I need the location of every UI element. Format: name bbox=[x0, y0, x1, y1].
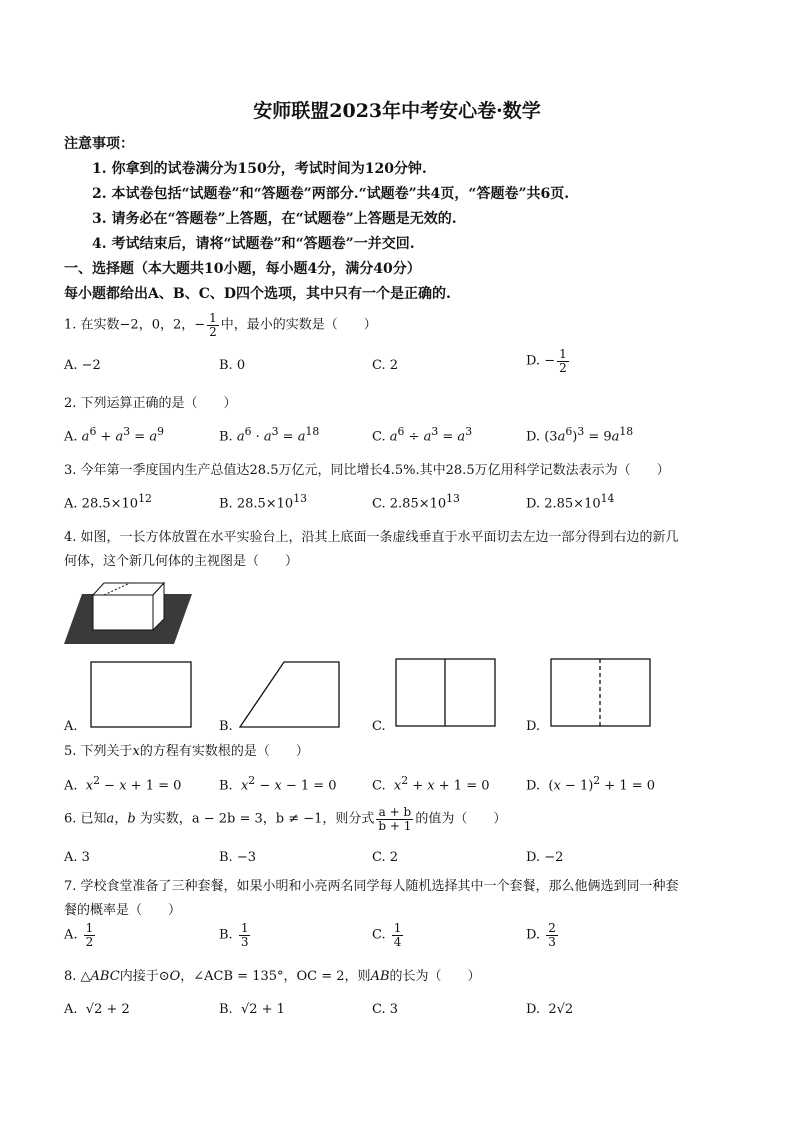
q1-frac-num: 1 bbox=[209, 311, 217, 325]
q1-d-num: 1 bbox=[559, 347, 567, 361]
q3-a-base: 28.5×10 bbox=[81, 496, 139, 512]
q4-box-front bbox=[93, 595, 153, 630]
q2-option-c: C. $a^6 \div a^3 = a^3$ bbox=[372, 425, 473, 445]
q3-d-base: 2.85×10 bbox=[544, 496, 601, 512]
q3-c-label: C. bbox=[372, 496, 386, 512]
q2-c-label: C. bbox=[372, 429, 386, 445]
q8-option-a bbox=[64, 1002, 130, 1017]
q8-a-label: A. bbox=[64, 1002, 78, 1017]
q8-stem-mid1: 内接于 bbox=[119, 969, 159, 984]
q7-b-label: B. bbox=[219, 927, 233, 943]
question-7-line-1: 7. 学校食堂准备了三种套餐，如果小明和小亮两名同学每人随机选择其中一个套餐，那么他俩选到同一种套 bbox=[64, 879, 679, 894]
q4-box-top bbox=[93, 583, 164, 595]
q8-stem-post: 的长为（ ） bbox=[389, 969, 481, 984]
notice-heading: 注意事项： bbox=[64, 136, 134, 152]
q2-option-d: D. $(3a^6)^3 = 9a^{18}$ bbox=[526, 425, 634, 445]
q2-b-label: B. bbox=[219, 429, 233, 445]
q8-stem-mid2: ，∠ACB = 135°，OC = 2，则 bbox=[180, 969, 371, 984]
q3-option-a bbox=[64, 492, 152, 511]
q4-option-b-figure bbox=[238, 661, 342, 731]
q8-b-label: B. bbox=[219, 1002, 233, 1017]
q7-c-den: 4 bbox=[393, 934, 402, 949]
q3-c-base: 2.85×10 bbox=[389, 496, 447, 512]
question-8 bbox=[64, 965, 481, 984]
q4-option-c-figure bbox=[395, 658, 497, 730]
section-instruction: 每小题都给出A、B、C、D四个选项，其中只有一个是正确的. bbox=[64, 286, 451, 302]
q1-minus: − bbox=[194, 317, 206, 333]
q7-c-label: C. bbox=[372, 927, 386, 943]
q5-option-c: C. $x^2 + x + 1 = 0$ bbox=[372, 774, 490, 794]
q7-b-num: 1 bbox=[240, 921, 249, 935]
q3-d-label: D. bbox=[526, 496, 541, 512]
q4-option-d-label: D. bbox=[526, 719, 541, 734]
q5-b-label: B. bbox=[219, 778, 233, 794]
q1-option-a: A. −2 bbox=[64, 358, 101, 373]
question-4-line-2: 何体，这个新几何体的主视图是（ ） bbox=[64, 554, 299, 569]
q6-frac-den: b + 1 bbox=[378, 818, 412, 833]
q7-d-num: 2 bbox=[548, 921, 556, 935]
notice-item-1: 1. 你拿到的试卷满分为150分，考试时间为120分钟. bbox=[92, 161, 427, 177]
q7-a-den: 2 bbox=[85, 934, 94, 949]
question-7-line-2: 餐的概率是（ ） bbox=[64, 903, 182, 918]
q4-option-a-figure bbox=[90, 661, 194, 731]
q6-frac-num: a + b bbox=[376, 806, 413, 820]
question-5 bbox=[64, 740, 309, 759]
q8-stem-pre: 8. △ bbox=[64, 969, 91, 984]
q5-option-b: B. $x^2 - x - 1 = 0$ bbox=[219, 774, 337, 794]
q5-d-label: D. bbox=[526, 778, 541, 794]
q2-d-label: D. bbox=[526, 429, 541, 445]
q4-box-figure bbox=[64, 572, 199, 647]
q6-stem-mid: 为实数， bbox=[139, 811, 192, 827]
question-4-line-1: 4. 如图，一长方体放置在水平实验台上，沿其上底面一条虚线垂直于水平面切去左边一部分得到右边的新几 bbox=[64, 530, 679, 545]
q7-b-den: 3 bbox=[240, 934, 249, 949]
q1-option-d-minus: − bbox=[544, 353, 556, 369]
q8-option-c bbox=[372, 1002, 398, 1017]
q7-a-label: A. bbox=[64, 927, 78, 943]
question-3: 3. 今年第一季度国内生产总值达28.5万亿元，同比增长4.5%.其中28.5万亿用科学记数法表示为（ ） bbox=[64, 463, 670, 478]
question-2: 2. 下列运算正确的是（ ） bbox=[64, 396, 237, 411]
q4-option-c-label: C. bbox=[372, 719, 386, 734]
q8-option-d bbox=[526, 1002, 573, 1017]
q5-a-label: A. bbox=[64, 778, 78, 794]
q7-option-c bbox=[372, 922, 405, 948]
q7-c-num: 1 bbox=[393, 921, 402, 935]
q5-stem-var: x bbox=[132, 744, 140, 759]
q5-option-a: A. $x^2 - x + 1 = 0$ bbox=[64, 774, 182, 794]
q1-stem-post: 中，最小的实数是（ ） bbox=[220, 317, 377, 333]
q5-stem-pre: 5. 下列关于 bbox=[64, 744, 133, 759]
q1-frac-den: 2 bbox=[209, 324, 217, 339]
q4-option-b-label: B. bbox=[219, 719, 233, 734]
q1-d-den: 2 bbox=[559, 360, 567, 375]
q2-option-a: A. $a^6 + a^3 = a^9$ bbox=[64, 425, 164, 445]
q3-option-d bbox=[526, 492, 614, 511]
q8-a-value: √2 + 2 bbox=[85, 1002, 130, 1017]
q8-b-value: √2 + 1 bbox=[240, 1002, 285, 1017]
q3-a-label: A. bbox=[64, 496, 78, 512]
q5-stem-post: 的方程有实数根的是（ ） bbox=[139, 744, 309, 759]
q1-fraction bbox=[207, 312, 219, 338]
q3-c-exp: 13 bbox=[446, 492, 460, 505]
q6-fraction bbox=[376, 806, 413, 832]
notice-item-2: 2. 本试卷包括“试题卷”和“答题卷”两部分.“试题卷”共4页，“答题卷”共6页. bbox=[92, 186, 570, 202]
q2-option-b: B. $a^6 \cdot a^3 = a^{18}$ bbox=[219, 425, 320, 445]
q5-c-label: C. bbox=[372, 778, 386, 794]
q7-option-b bbox=[219, 922, 252, 948]
q7-c-fraction bbox=[392, 922, 404, 948]
q1-option-d-fraction bbox=[557, 348, 569, 374]
q1-stem-pre: 1. 在实数−2，0，2， bbox=[64, 317, 195, 333]
q3-a-exp: 12 bbox=[138, 492, 152, 505]
question-1 bbox=[64, 312, 377, 338]
q7-d-fraction bbox=[546, 922, 558, 948]
q8-segment-name: AB bbox=[370, 969, 390, 984]
q8-option-b bbox=[219, 1002, 285, 1017]
notice-item-3: 3. 请务必在“答题卷”上答题，在“试题卷”上答题是无效的. bbox=[92, 211, 457, 227]
q7-d-den: 3 bbox=[548, 934, 556, 949]
q1-option-b: B. 0 bbox=[219, 358, 246, 373]
q8-triangle-name: ABC bbox=[90, 969, 120, 984]
q1-option-c: C. 2 bbox=[372, 358, 399, 373]
section-heading: 一、选择题（本大题共10小题，每小题4分，满分40分） bbox=[64, 261, 421, 277]
q3-option-b bbox=[219, 492, 307, 511]
q1-option-d bbox=[526, 348, 571, 374]
q7-option-d bbox=[526, 922, 560, 948]
q3-d-exp: 14 bbox=[600, 492, 615, 505]
q4-option-d-figure bbox=[550, 658, 652, 730]
q6-stem-post: 的值为（ ） bbox=[415, 811, 507, 827]
q1-option-d-label: D. bbox=[526, 353, 545, 369]
q8-c-value: 3 bbox=[389, 1002, 399, 1017]
page-title: 安师联盟2023年中考安心卷·数学 bbox=[253, 100, 541, 122]
q7-a-num: 1 bbox=[85, 921, 94, 935]
q4-option-a-label: A. bbox=[64, 719, 78, 734]
q7-b-fraction bbox=[239, 922, 251, 948]
q8-circle-name: ⊙O bbox=[158, 969, 181, 984]
q3-b-base: 28.5×10 bbox=[236, 496, 294, 512]
q7-option-a bbox=[64, 922, 97, 948]
q2-a-label: A. bbox=[64, 429, 78, 445]
q6-stem-pre: 6. 已知 bbox=[64, 811, 107, 827]
q6-option-d: D. −2 bbox=[526, 850, 564, 865]
q3-option-c bbox=[372, 492, 460, 511]
q8-c-label: C. bbox=[372, 1002, 386, 1017]
q3-b-label: B. bbox=[219, 496, 233, 512]
q6-option-a: A. 3 bbox=[64, 850, 90, 865]
q7-d-label: D. bbox=[526, 927, 541, 943]
q6-stem-cond: a − 2b = 3，b ≠ −1，则分式 bbox=[191, 811, 375, 827]
q3-b-exp: 13 bbox=[293, 492, 307, 505]
notice-item-4: 4. 考试结束后，请将“试题卷”和“答题卷”一并交回. bbox=[92, 236, 415, 252]
q5-option-d: D. $(x - 1)^2 + 1 = 0$ bbox=[526, 774, 656, 794]
q6-option-c: C. 2 bbox=[372, 850, 399, 865]
q7-a-fraction bbox=[84, 922, 96, 948]
q8-d-label: D. bbox=[526, 1002, 541, 1017]
question-6: 6. 已知a，b 为实数，a − 2b = 3，b ≠ −1，则分式 $\frac{a + b}{b + 1}$ 的值为（ ） bbox=[64, 805, 507, 833]
q8-d-value: 2√2 bbox=[548, 1002, 574, 1017]
q6-option-b: B. −3 bbox=[219, 850, 256, 865]
